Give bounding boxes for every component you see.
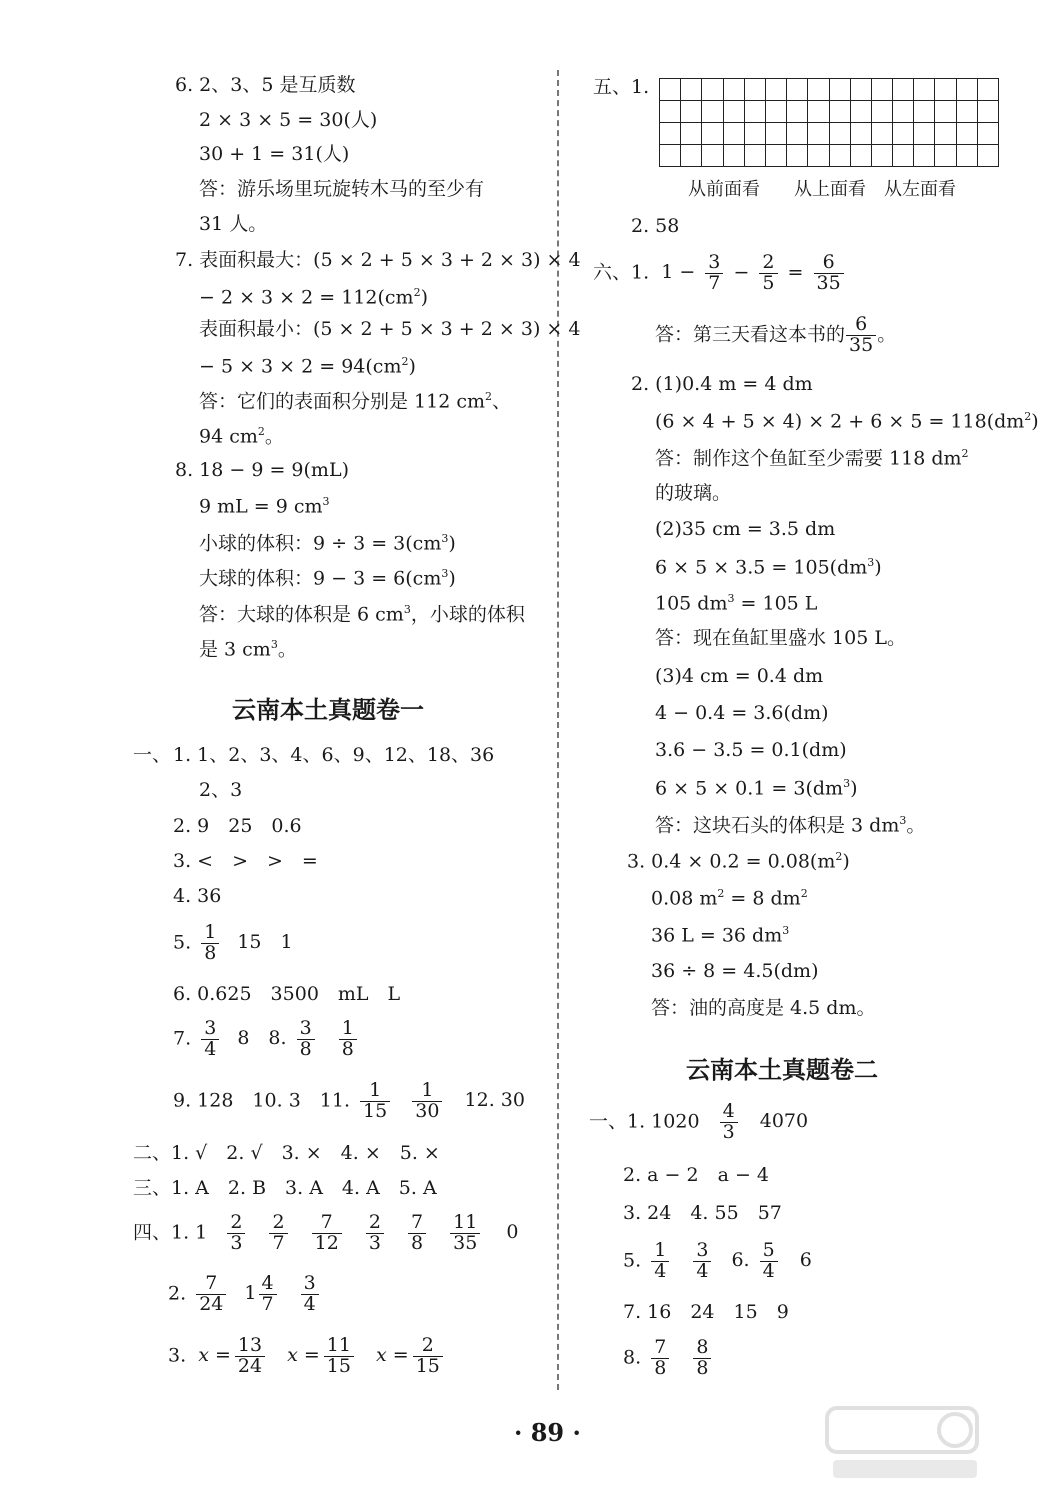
grid-cell xyxy=(787,79,808,101)
grid-cell xyxy=(723,145,744,167)
fraction: $\frac{7}{12}$ xyxy=(312,1213,342,1254)
grid-cell xyxy=(871,101,892,123)
s1-label: 一、 xyxy=(133,744,172,766)
s6-q2-line4: 的玻璃。 xyxy=(655,482,732,504)
grid-cell xyxy=(744,101,765,123)
grid-cell xyxy=(829,79,850,101)
fraction: $\frac{1}{15}$ xyxy=(360,1081,390,1122)
grid-cell xyxy=(702,101,723,123)
q7-line4: − $5 \times 3 \times 2 = 94(cm^2)$ xyxy=(199,355,416,378)
fraction: $\frac{7}{8}$ xyxy=(651,1338,669,1379)
s3-row: 三、1. A 2. B 3. A 4. A 5. A xyxy=(133,1177,437,1199)
caption-left-view: 从左面看 xyxy=(884,179,956,200)
grid-cell xyxy=(871,123,892,145)
grid-cell xyxy=(723,101,744,123)
fraction: $\frac{2}{7}$ xyxy=(269,1213,287,1254)
grid-cell xyxy=(850,79,871,101)
grid-cell xyxy=(829,101,850,123)
q7-line2: − $2 \times 3 \times 2 = 112(cm^2)$ xyxy=(199,286,428,309)
s6-q2-line8: 答：现在鱼缸里盛水 105 L。 xyxy=(655,627,906,649)
s6-q2-line3: 答：制作这个鱼缸至少需要 118 $dm^2$ xyxy=(655,447,969,470)
fraction: $\frac{1}{4}$ xyxy=(651,1241,669,1282)
grid-cell xyxy=(914,145,935,167)
s1-item6: 6. 0.625 3500 mL L xyxy=(173,983,401,1005)
grid-cell xyxy=(850,101,871,123)
q8-line3: 小球的体积：$9 \div 3 = 3(cm^3)$ xyxy=(199,532,456,555)
grid-cell xyxy=(744,123,765,145)
s1-item7-8: 7. $\frac{3}{4}$ 8 8. $\frac{3}{8}$ $\frac{1}{8}$ xyxy=(173,1019,361,1060)
fraction: $\frac{1}{8}$ xyxy=(339,1019,357,1060)
s4-item1: 四、1. 1 $\frac{2}{3}$ $\frac{2}{7}$ $\frac{7}{12}$ $\frac{2}{3}$ $\frac{7}{8}$ $\frac{11}{35}$ 0 xyxy=(133,1211,519,1254)
s6-q2-line13: 答：这块石头的体积是 3 $dm^3$。 xyxy=(655,814,926,837)
grid-cell xyxy=(765,123,786,145)
s6-q2-line5: (2)35 cm = 3.5 dm xyxy=(655,518,836,540)
grid-cell xyxy=(829,145,850,167)
fraction: $\frac{6}{35}$ xyxy=(814,253,844,294)
q6-line3: 30 + 1 = 31(人) xyxy=(199,143,350,165)
r-s1-item3-4: 3. 24 4. 55 57 xyxy=(623,1202,782,1224)
grid-cell xyxy=(914,123,935,145)
grid-cell xyxy=(808,123,829,145)
grid-cell xyxy=(935,123,956,145)
s5-label: 五、1. xyxy=(593,76,650,98)
grid-cell xyxy=(660,101,681,123)
q6-line2: 2 × 3 × 5 = 30(人) xyxy=(199,109,378,131)
q7-line1: 7. 表面积最大：(5 × 2 + 5 × 3 + 2 × 3) × 4 xyxy=(175,249,581,271)
grid-cell xyxy=(660,79,681,101)
s6-q2-line11: 3.6 − 3.5 = 0.1(dm) xyxy=(655,739,847,761)
s1-item1b: 2、3 xyxy=(199,779,243,801)
fraction: $\frac{8}{8}$ xyxy=(693,1338,711,1379)
s6-q3-line2: 0.08 $m^2 = 8$ $dm^2$ xyxy=(651,887,808,910)
s6-q3-line1: 3. $0.4 \times 0.2 = 0.08(m^2)$ xyxy=(627,850,850,873)
fraction: $\frac{3}{8}$ xyxy=(297,1019,315,1060)
grid-cell xyxy=(681,123,702,145)
grid-cell xyxy=(744,145,765,167)
grid-cell xyxy=(871,79,892,101)
grid-cell xyxy=(893,145,914,167)
section-title-paper1: 云南本土真题卷一 xyxy=(232,696,424,724)
s1-item1: 1. 1、2、3、4、6、9、12、18、36 xyxy=(173,744,495,766)
fraction: $\frac{6}{35}$ xyxy=(846,315,876,356)
r-s1-item2: 2. a − 2 a − 4 xyxy=(623,1164,769,1186)
grid-cell xyxy=(935,101,956,123)
q7-line5: 答：它们的表面积分别是 112 $cm^2$、 xyxy=(199,390,512,413)
grid-cell xyxy=(723,79,744,101)
fraction: $\frac{3}{4}$ xyxy=(201,1019,219,1060)
views-grid xyxy=(659,78,999,167)
s6-q3-line4: 36 ÷ 8 = 4.5(dm) xyxy=(651,960,819,982)
s6-q2-line10: 4 − 0.4 = 3.6(dm) xyxy=(655,702,829,724)
q6-line1: 6. 2、3、5 是互质数 xyxy=(175,74,356,96)
fraction: $\frac{11}{35}$ xyxy=(450,1213,480,1254)
grid-cell xyxy=(787,101,808,123)
s4-item3: 3. x = $\frac{13}{24}$ x = $\frac{11}{15}$ x = $\frac{2}{15}$ xyxy=(168,1336,447,1377)
caption-front-view: 从前面看 xyxy=(688,179,760,200)
grid-cell xyxy=(914,101,935,123)
fraction: $\frac{2}{3}$ xyxy=(366,1213,384,1254)
grid-cell xyxy=(808,101,829,123)
grid-cell xyxy=(871,145,892,167)
grid-cell xyxy=(744,79,765,101)
r-s1-item1: 一、1. 1020 $\frac{4}{3}$ 4070 xyxy=(589,1100,809,1143)
grid-cell xyxy=(850,145,871,167)
s6-item1: 六、1. 1 − $\frac{3}{7}$ − $\frac{2}{5}$ = $\frac{6}{35}$ xyxy=(593,253,848,294)
fraction: $\frac{7}{8}$ xyxy=(408,1213,426,1254)
s1-item9-12: 9. 128 10. 3 11. $\frac{1}{15}$ $\frac{1}{30}$ 12. 30 xyxy=(173,1079,525,1122)
grid-cell xyxy=(956,123,977,145)
grid-cell xyxy=(977,145,998,167)
r-s1-item7: 7. 16 24 15 9 xyxy=(623,1301,789,1323)
s2-row: 二、1. √ 2. √ 3. × 4. × 5. × xyxy=(133,1142,440,1164)
fraction: $\frac{1}{8}$ xyxy=(201,923,219,964)
grid-cell xyxy=(660,145,681,167)
s1-item4: 4. 36 xyxy=(173,885,222,907)
fraction: $\frac{13}{24}$ xyxy=(235,1336,265,1377)
grid-cell xyxy=(702,123,723,145)
fraction: $\frac{2}{3}$ xyxy=(227,1213,245,1254)
s6-q2-line12: $6 \times 5 \times 0.1 = 3(dm^3)$ xyxy=(655,777,858,800)
grid-cell xyxy=(765,145,786,167)
grid-cell xyxy=(977,123,998,145)
fraction: $\frac{4}{3}$ xyxy=(720,1102,738,1143)
s6-q2-line1: 2. (1)0.4 m = 4 dm xyxy=(631,373,813,395)
s6-q2-line9: (3)4 cm = 0.4 dm xyxy=(655,665,824,687)
fraction: $\frac{3}{4}$ xyxy=(301,1274,319,1315)
s6-q3-line5: 答：油的高度是 4.5 dm。 xyxy=(651,997,876,1019)
q8-line6: 是 3 $cm^3$。 xyxy=(199,638,297,661)
q7-line6: 94 $cm^2$。 xyxy=(199,425,284,448)
grid-cell xyxy=(893,123,914,145)
r-s1-item8: 8. $\frac{7}{8}$ $\frac{8}{8}$ xyxy=(623,1338,715,1379)
r-s1-item5-6: 5. $\frac{1}{4}$ $\frac{3}{4}$ 6. $\frac{5}{4}$ 6 xyxy=(623,1239,812,1282)
fraction: $\frac{1}{30}$ xyxy=(412,1081,442,1122)
q8-line4: 大球的体积：$9 - 3 = 6(cm^3)$ xyxy=(199,567,456,590)
fraction: $\frac{2}{15}$ xyxy=(413,1336,443,1377)
s6-q3-line3: 36 L = 36 $dm^3$ xyxy=(651,924,790,947)
grid-cell xyxy=(935,79,956,101)
grid-cell xyxy=(681,145,702,167)
grid-cell xyxy=(977,101,998,123)
page-number: · 89 · xyxy=(514,1418,581,1447)
s6-q2-line6: $6 \times 5 \times 3.5 = 105(dm^3)$ xyxy=(655,556,882,579)
fraction: $\frac{11}{15}$ xyxy=(324,1336,354,1377)
grid-cell xyxy=(956,79,977,101)
grid-cell xyxy=(956,145,977,167)
s6-q2-line7: 105 $dm^3 = 105$ L xyxy=(655,592,818,615)
grid-row xyxy=(660,145,999,167)
fraction: $\frac{3}{4}$ xyxy=(693,1241,711,1282)
grid-cell xyxy=(956,101,977,123)
grid-cell xyxy=(660,123,681,145)
grid-cell xyxy=(829,123,850,145)
grid-cell xyxy=(893,101,914,123)
grid-cell xyxy=(914,79,935,101)
fraction: $\frac{5}{4}$ xyxy=(760,1241,778,1282)
fraction: $\frac{3}{7}$ xyxy=(705,253,723,294)
q8-line5: 答：大球的体积是 6 $cm^3$，小球的体积 xyxy=(199,603,525,626)
grid-cell xyxy=(681,79,702,101)
fraction: $\frac{4}{7}$ xyxy=(259,1274,277,1315)
section-title-paper2: 云南本土真题卷二 xyxy=(686,1056,878,1084)
s1-item3: 3. < > > = xyxy=(173,850,318,872)
grid-row xyxy=(660,123,999,145)
s1-item2: 2. 9 25 0.6 xyxy=(173,815,302,837)
q6-line4: 答：游乐场里玩旋转木马的至少有 xyxy=(199,178,485,200)
grid-cell xyxy=(765,101,786,123)
grid-cell xyxy=(977,79,998,101)
answer-watermark-logo xyxy=(823,1404,983,1484)
grid-cell xyxy=(702,145,723,167)
grid-cell xyxy=(808,79,829,101)
s6-q2-line2: $(6 \times 4 + 5 \times 4) \times 2 + 6 \times 5 = 118(dm^2)$ xyxy=(655,410,1039,433)
fraction: $\frac{7}{24}$ xyxy=(196,1274,226,1315)
grid-row xyxy=(660,101,999,123)
grid-cell xyxy=(702,79,723,101)
s4-item2: 2. $\frac{7}{24}$ 1 $\frac{4}{7}$ $\frac{3}{4}$ xyxy=(168,1274,323,1315)
fraction: $\frac{2}{5}$ xyxy=(759,253,777,294)
grid-cell xyxy=(765,79,786,101)
s5-item2: 2. 58 xyxy=(631,215,680,237)
q7-line3: 表面积最小：(5 × 2 + 5 × 3 + 2 × 3) × 4 xyxy=(199,318,581,340)
grid-cell xyxy=(681,101,702,123)
q8-line2: 9 mL = 9 $cm^3$ xyxy=(199,495,330,518)
q8-line1: 8. 18 − 9 = 9(mL) xyxy=(175,459,349,481)
grid-row xyxy=(660,79,999,101)
s1-item5: 5. $\frac{1}{8}$ 15 1 xyxy=(173,921,293,964)
grid-cell xyxy=(787,123,808,145)
grid-cell xyxy=(893,79,914,101)
q6-line5: 31 人。 xyxy=(199,213,268,235)
s6-answer1: 答：第三天看这本书的 $\frac{6}{35}$ 。 xyxy=(655,313,897,356)
grid-cell xyxy=(787,145,808,167)
grid-cell xyxy=(723,123,744,145)
grid-cell xyxy=(935,145,956,167)
caption-top-view: 从上面看 xyxy=(794,179,866,200)
grid-cell xyxy=(808,145,829,167)
grid-cell xyxy=(850,123,871,145)
